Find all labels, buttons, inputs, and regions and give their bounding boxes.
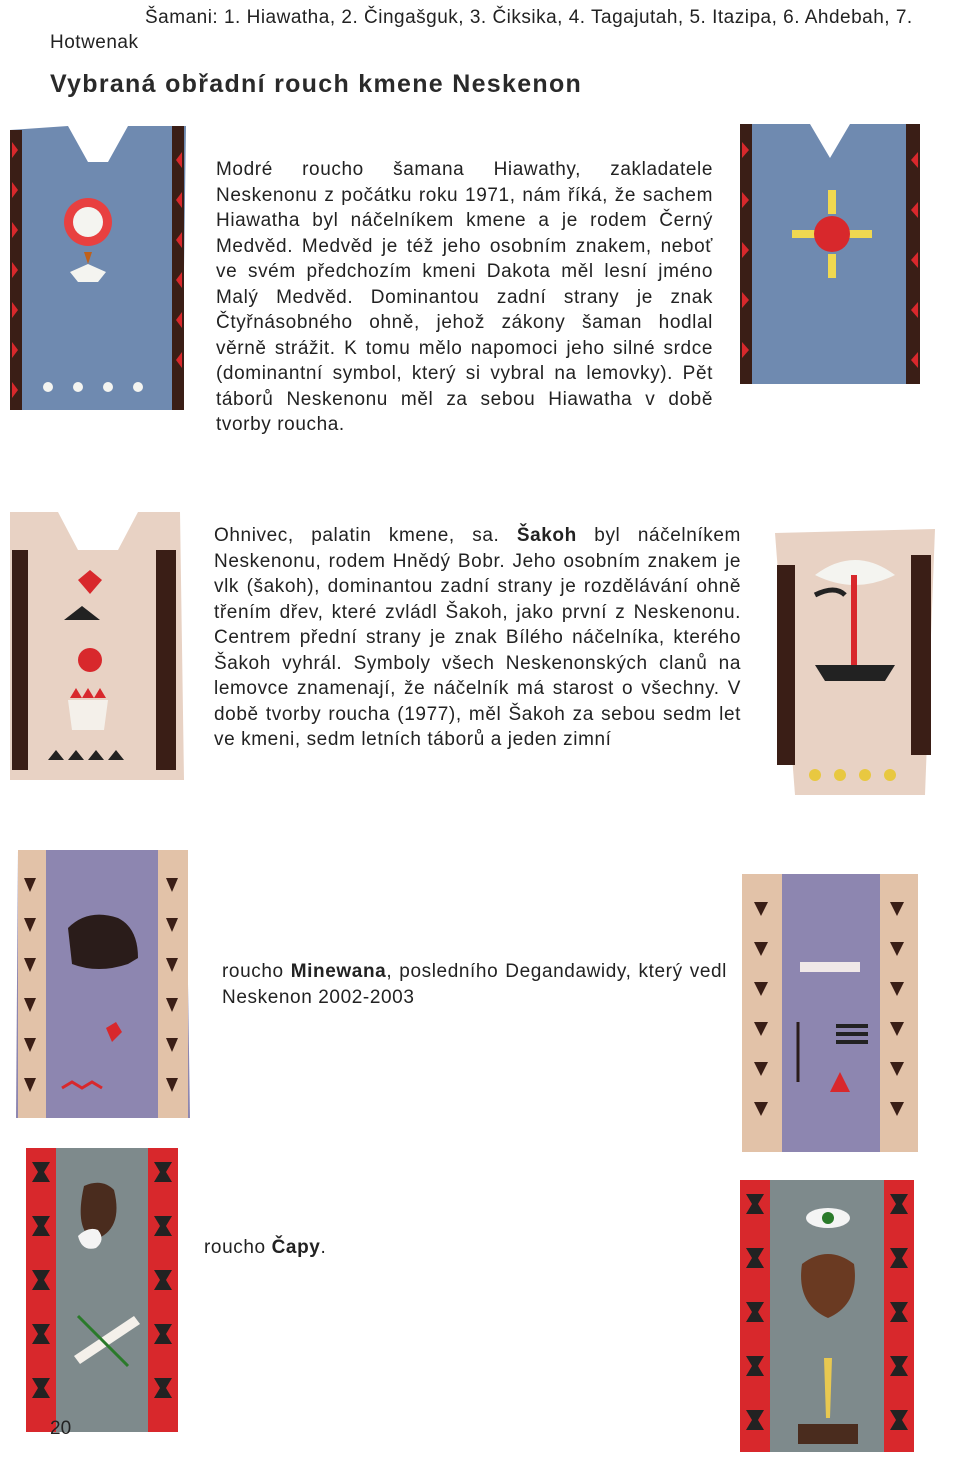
hiawatha-description: Modré roucho šamana Hiawathy, zakladatele Neskenonu z počátku roku 1971, nám říká, že sachem Hiawatha byl náčelníkem kmene a je rodem Černý Medvěd. Medvěd je též jeho osobním znakem, neboť ve svém předchozím kmeni Dakota měl lesní jméno Malý Medvěd. Dominantou zadní strany je znak Čtyřnásobného ohně, jehož zákony šaman hodlal věrně strážit. K tomu mělo napomoci jeho silné srdce (dominantní symbol, který si vybral na lemovky). Pět táborů Neskenonu měl za sebou Hiawatha v době tvorby roucha. xyxy=(216,159,713,435)
minewana-description: roucho Minewana, posledního Degandawidy, který vedl Neskenon 2002-2003 xyxy=(222,961,727,1008)
sakoh-name: Šakoh xyxy=(516,525,577,546)
robe-minewana-back-image xyxy=(740,872,920,1154)
minewana-name: Minewana xyxy=(290,961,387,982)
page-title: Vybraná obřadní rouch kmene Neskenon xyxy=(50,70,583,98)
sakoh-description: Ohnivec, palatin kmene, sa. Šakoh byl náčelníkem Neskenonu, rodem Hnědý Bobr. Jeho osobním znakem je vlk (šakoh), dominantou zadní strany je rozdělávání ohně třením dřev, které zvládl Šakoh, jako první z Neskenonu. Centrem přední strany je znak Bílého náčelníka, kterého Šakoh vyhrál. Symboly všech Neskenonských clanů na lemovce znamenají, že náčelník má starost o všechny. V době tvorby roucha (1977), měl Šakoh za sebou sedm let ve kmeni, sedm letních táborů a jeden zimní xyxy=(214,525,741,750)
robe-sakoh-back-image xyxy=(765,525,945,797)
page-number: 20 xyxy=(50,1418,72,1439)
robe-minewana-front-image xyxy=(14,848,190,1120)
robe-capa-back-image xyxy=(738,1178,916,1454)
robe-hiawatha-back-image xyxy=(740,122,922,386)
shamans-list: Šamani: 1. Hiawatha, 2. Čingašguk, 3. Čiksika, 4. Tagajutah, 5. Itazipa, 6. Ahdebah, 7. Hotwenak xyxy=(50,7,913,53)
capa-description: roucho Čapy. xyxy=(204,1237,327,1258)
capa-name: Čapy xyxy=(271,1237,321,1258)
robe-sakoh-front-image xyxy=(8,510,184,782)
robe-hiawatha-front-image xyxy=(8,122,188,412)
robe-capa-front-image xyxy=(24,1146,180,1434)
